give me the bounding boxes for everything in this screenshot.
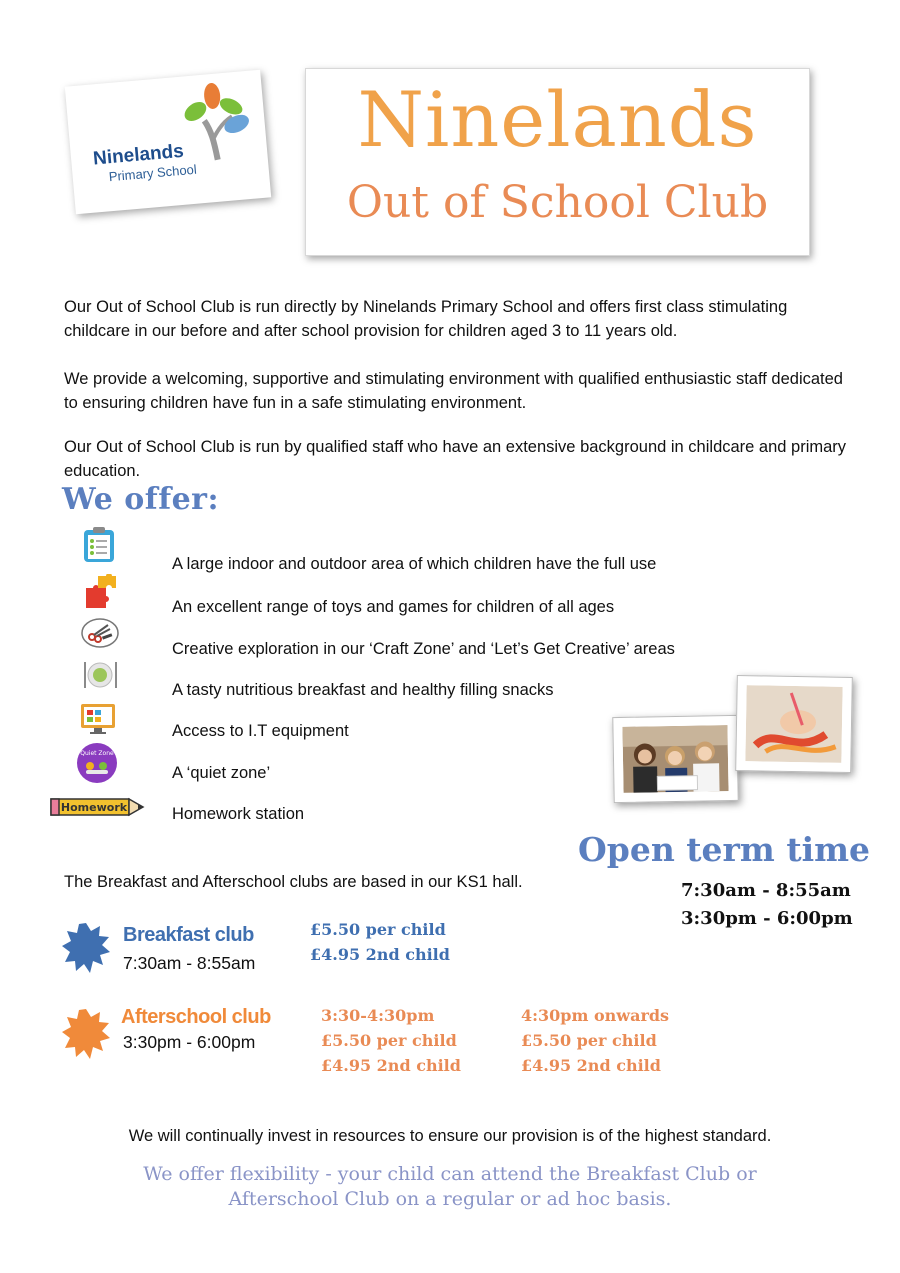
- page-subtitle: Out of School Club: [346, 177, 769, 228]
- afterschool-session-2-label: 4:30pm onwards: [521, 1006, 670, 1025]
- puzzle-pieces-icon: [82, 574, 118, 608]
- offer-item-text: A large indoor and outdoor area of which children have the full use: [172, 555, 657, 573]
- offer-heading: We offer:: [62, 482, 220, 517]
- open-time-afternoon: 3:30pm - 6:00pm: [681, 908, 853, 929]
- flexibility-line-1: We offer flexibility - your child can attend the Breakfast Club or: [143, 1163, 757, 1185]
- breakfast-price-second: £4.95 2nd child: [310, 945, 450, 964]
- offer-item: [52, 660, 652, 698]
- page-title: Ninelands: [357, 75, 758, 164]
- offer-item: [52, 574, 652, 616]
- open-term-heading: Open term time: [578, 830, 871, 869]
- breakfast-club-name: Breakfast club: [123, 924, 254, 946]
- quiet-zone-badge-icon: [74, 742, 120, 784]
- intro-paragraph-2: We provide a welcoming, supportive and stimulating environment with qualified enthusiastic staff dedicated to ensuring children have fun in a safe stimulating environment.: [64, 370, 843, 412]
- computer-monitor-icon: [80, 703, 116, 735]
- afterschool-session-1-price-second: £4.95 2nd child: [321, 1056, 461, 1075]
- afterschool-session-1-label: 3:30-4:30pm: [321, 1006, 435, 1025]
- intro-paragraph-3: Our Out of School Club is run by qualified staff who have an extensive background in childcare and primary education.: [64, 438, 847, 480]
- breakfast-price-first: £5.50 per child: [310, 920, 446, 939]
- flexibility-line-2: Afterschool Club on a regular or ad hoc basis.: [228, 1188, 672, 1210]
- offer-item-text: A tasty nutritious breakfast and healthy filling snacks: [172, 681, 554, 699]
- homework-pencil-icon: [49, 795, 145, 819]
- afterschool-club-time: 3:30pm - 6:00pm: [123, 1032, 256, 1052]
- breakfast-splat-icon: [60, 919, 112, 977]
- offer-item: [52, 617, 675, 658]
- closing-statement: We will continually invest in resources to ensure our provision is of the highest standard.: [128, 1127, 772, 1145]
- child-painting-photo: [735, 675, 853, 773]
- logo-school-name: Ninelands: [92, 140, 185, 170]
- homework-badge-label: Homework: [60, 801, 128, 814]
- intro-paragraph-1: Our Out of School Club is run directly by Ninelands Primary School and offers first class stimulating childcare in our before and after school provision for children aged 3 to 11 years old.: [64, 298, 788, 340]
- clipboard-icon: [82, 526, 116, 564]
- title-card: [305, 68, 810, 256]
- afterschool-splat-icon: [60, 1005, 112, 1063]
- child-painting-image: [745, 685, 842, 763]
- offer-item-text: Creative exploration in our ‘Craft Zone’ and ‘Let’s Get Creative’ areas: [172, 640, 675, 658]
- craft-scissors-icon: [80, 617, 120, 649]
- offer-item-text: Access to I.T equipment: [172, 722, 349, 740]
- breakfast-club-time: 7:30am - 8:55am: [123, 953, 256, 973]
- offer-item: [52, 703, 652, 741]
- afterschool-session-1-price-first: £5.50 per child: [321, 1031, 457, 1050]
- offer-item-text: Homework station: [172, 805, 305, 823]
- school-logo-card: [65, 70, 271, 215]
- open-time-morning: 7:30am - 8:55am: [681, 880, 851, 901]
- offer-item-text: A ‘quiet zone’: [172, 764, 271, 782]
- afterschool-session-2-price-second: £4.95 2nd child: [521, 1056, 661, 1075]
- flexibility-note: [0, 1162, 900, 1212]
- location-text: The Breakfast and Afterschool clubs are based in our KS1 hall.: [64, 873, 523, 891]
- logo-school-subtitle: Primary School: [108, 161, 198, 185]
- offer-item-text: An excellent range of toys and games for children of all ages: [172, 598, 615, 616]
- quiet-zone-badge-label: Quiet Zone: [80, 750, 114, 757]
- offer-item: [52, 526, 657, 573]
- offer-item: [52, 742, 652, 780]
- tree-logo-icon: [171, 79, 258, 166]
- afterschool-club-name: Afterschool club: [121, 1006, 271, 1028]
- plate-cutlery-icon: [80, 660, 120, 690]
- children-reading-image: [622, 725, 728, 793]
- afterschool-session-2-price-first: £5.50 per child: [521, 1031, 657, 1050]
- children-reading-photo: [612, 715, 738, 803]
- offer-item: [52, 795, 652, 833]
